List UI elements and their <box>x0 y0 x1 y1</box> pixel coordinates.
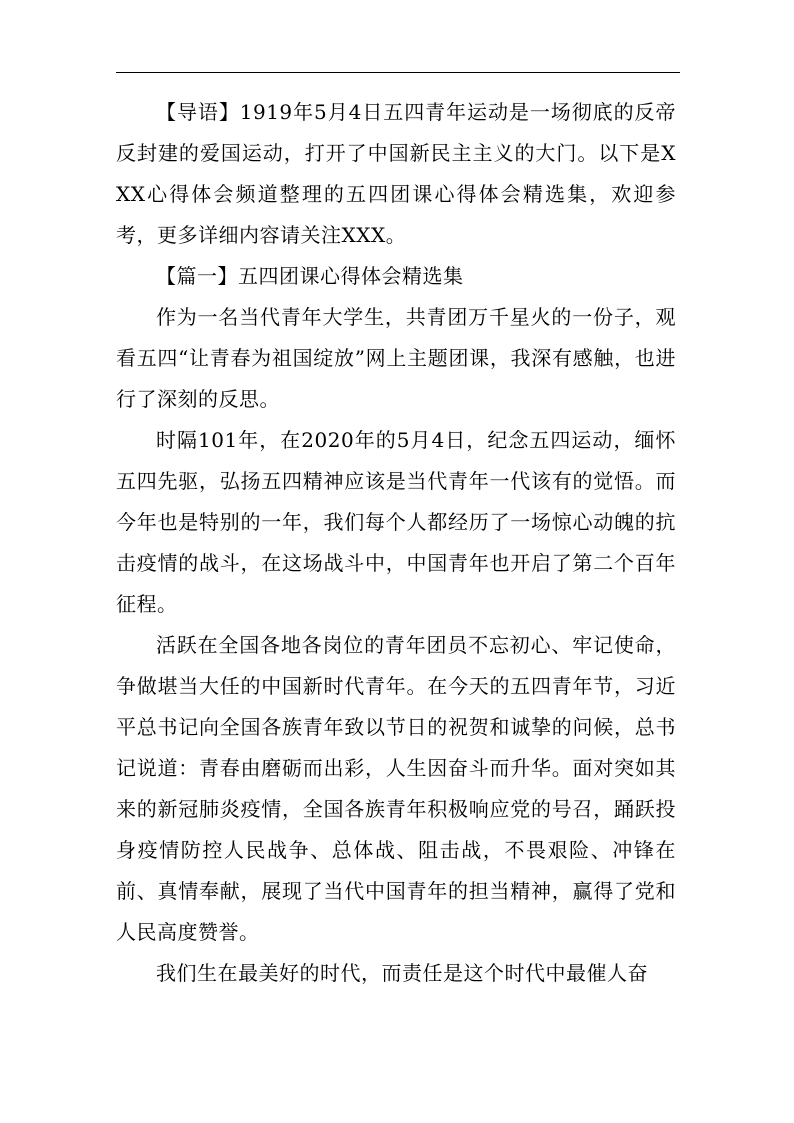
header-rule <box>116 72 680 73</box>
document-body <box>116 92 676 994</box>
body-paragraph: 活跃在全国各地各岗位的青年团员不忘初心、牢记使命，争做堪当大任的中国新时代青年。在今天的五四青年节，习近平总书记向全国各族青年致以节日的祝贺和诚挚的问候，总书记说道：青春由磨砺而出彩，人生因奋斗而升华。面对突如其来的新冠肺炎疫情，全国各族青年积极响应党的号召，踊跃投身疫情防控人民战争、总体战、阻击战，不畏艰险、冲锋在前、真情奉献，展现了当代中国青年的担当精神，赢得了党和人民高度赞誉。 <box>116 633 676 944</box>
intro-paragraph: 【导语】1919年5月4日五四青年运动是一场彻底的反帝反封建的爱国运动，打开了中国新民主主义的大门。以下是XXX心得体会频道整理的五四团课心得体会精选集，欢迎参考，更多详细内容请关注XXX。 <box>116 100 676 247</box>
body-paragraph: 作为一名当代青年大学生，共青团万千星火的一份子，观看五四“让青春为祖国绽放”网上主题团课，我深有感触，也进行了深刻的反思。 <box>116 305 676 411</box>
section-heading: 【篇一】五四团课心得体会精选集 <box>156 264 464 288</box>
body-paragraph: 时隔101年，在2020年的5月4日，纪念五四运动，缅怀五四先驱，弘扬五四精神应该是当代青年一代该有的觉悟。而今年也是特别的一年，我们每个人都经历了一场惊心动魄的抗击疫情的战斗，在这场战斗中，中国青年也开启了第二个百年征程。 <box>116 428 676 616</box>
body-paragraph: 我们生在最美好的时代，而责任是这个时代中最催人奋 <box>156 961 648 985</box>
